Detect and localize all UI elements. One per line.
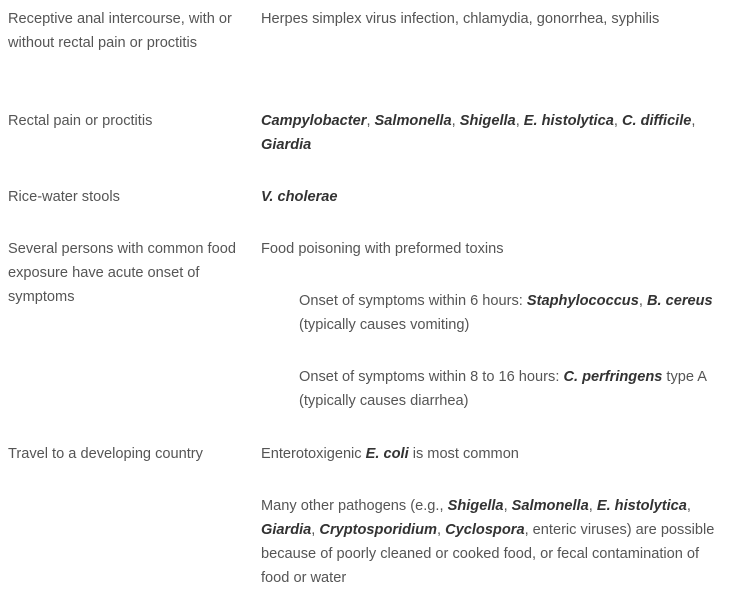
organism-name: Shigella	[447, 498, 504, 514]
cause-text-part: Many other pathogens (e.g.,	[261, 498, 448, 514]
cause-cell	[261, 237, 723, 413]
organism-name: Giardia	[261, 137, 312, 153]
organism-name: Salmonella	[511, 498, 589, 514]
subitem-text: (typically causes vomiting)	[299, 317, 470, 333]
organism-name: Shigella	[459, 113, 516, 129]
organism-name: Staphylococcus	[526, 293, 639, 309]
organism-name: V. cholerae	[261, 189, 338, 205]
condition-cell: Several persons with common food exposure have acute onset of symptoms	[8, 241, 236, 305]
cause-text	[261, 494, 723, 590]
cause-subitem	[261, 365, 723, 413]
subitem-text: Onset of symptoms within 8 to 16 hours:	[299, 369, 564, 385]
subitem-text: type A (typically causes diarrhea)	[299, 369, 707, 409]
cause-text-part: is most common	[408, 446, 519, 462]
separator: ,	[588, 498, 597, 514]
separator: ,	[451, 113, 460, 129]
separator: ,	[613, 113, 622, 129]
cause-text	[261, 442, 723, 466]
cause-text: Food poisoning with preformed toxins	[261, 241, 504, 257]
separator: ,	[686, 498, 691, 514]
condition-cell: Rice-water stools	[8, 189, 120, 205]
organism-name: Salmonella	[374, 113, 452, 129]
separator: ,	[311, 522, 320, 538]
separator: ,	[515, 113, 524, 129]
cause-text-part: , enteric viruses) are possible because of poorly cleaned or cooked food, or fecal contamination of food or water	[261, 522, 715, 586]
cause-text: Herpes simplex virus infection, chlamydia, gonorrhea, syphilis	[261, 11, 660, 27]
separator: ,	[638, 293, 647, 309]
organism-name: E. histolytica	[523, 113, 614, 129]
separator: ,	[436, 522, 446, 538]
separator: ,	[503, 498, 512, 514]
organism-name: Giardia	[261, 522, 312, 538]
separator: ,	[691, 113, 696, 129]
organism-name: C. difficile	[621, 113, 692, 129]
cause-cell	[261, 109, 723, 157]
cause-subitem	[261, 289, 723, 337]
condition-cell: Receptive anal intercourse, with or without rectal pain or proctitis	[8, 11, 232, 51]
separator: ,	[366, 113, 375, 129]
organism-name: C. perfringens	[563, 369, 663, 385]
organism-name: Cryptosporidium	[319, 522, 437, 538]
organism-name: Cyclospora	[445, 522, 525, 538]
condition-cell: Rectal pain or proctitis	[8, 113, 153, 129]
cause-text-part: Enterotoxigenic	[261, 446, 366, 462]
subitem-text: Onset of symptoms within 6 hours:	[299, 293, 527, 309]
cause-text	[261, 109, 723, 157]
organism-name: Campylobacter	[261, 113, 367, 129]
cause-cell	[261, 7, 723, 31]
cause-cell	[261, 442, 723, 590]
organism-name: E. coli	[365, 446, 409, 462]
cause-cell	[261, 185, 723, 209]
condition-cell: Travel to a developing country	[8, 446, 203, 462]
cause-text	[261, 185, 723, 209]
organism-name: B. cereus	[646, 293, 713, 309]
organism-name: E. histolytica	[596, 498, 687, 514]
